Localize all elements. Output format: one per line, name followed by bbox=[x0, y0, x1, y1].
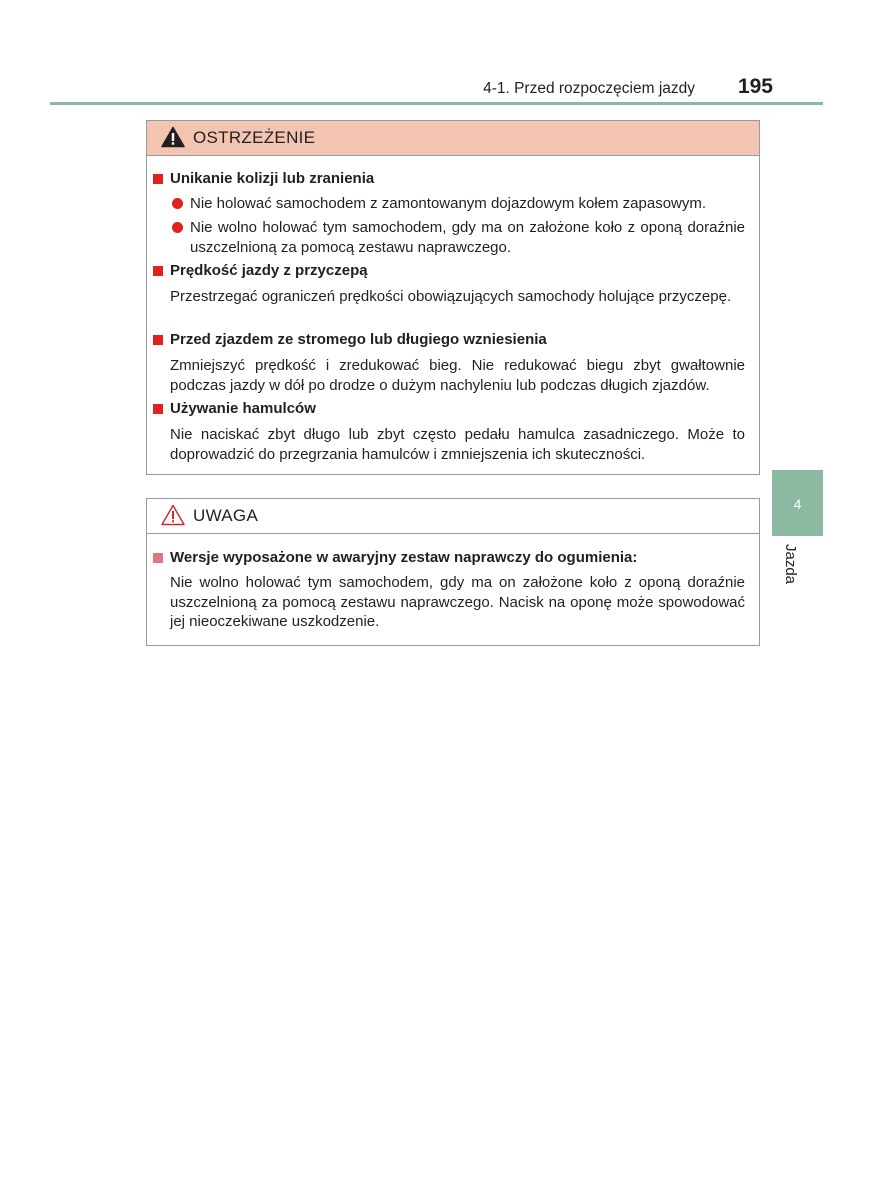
section-heading: Prędkość jazdy z przyczepą bbox=[170, 262, 368, 279]
red-square-icon bbox=[153, 174, 163, 184]
notice-header bbox=[147, 499, 759, 534]
chapter-tab bbox=[772, 470, 823, 536]
page-number: 195 bbox=[737, 75, 773, 98]
bullet-text: Nie holować samochodem z zamontowanym dojazdowym kołem zapasowym. bbox=[190, 195, 707, 212]
red-dot-icon bbox=[172, 198, 183, 209]
section-title: 4-1. Przed rozpoczęciem jazdy bbox=[483, 80, 695, 97]
warning-header bbox=[147, 121, 759, 156]
notice-title: UWAGA bbox=[193, 506, 259, 525]
header-rule bbox=[50, 102, 823, 105]
red-dot-icon bbox=[172, 222, 183, 233]
caution-triangle-icon bbox=[161, 504, 185, 526]
section-heading: Używanie hamulców bbox=[170, 400, 316, 417]
red-square-icon bbox=[153, 266, 163, 276]
section-text: Nie wolno holować tym samochodem, gdy ma on założone koło z oponą doraźnie uszczelnioną za pomocą zestawu naprawczego. Nacisk na oponę może spowodować jej nieoczekiwane uszkodzenie. bbox=[170, 574, 745, 630]
warning-title: OSTRZEŻENIE bbox=[193, 128, 316, 147]
red-square-icon bbox=[153, 404, 163, 414]
chapter-label: Jazda bbox=[782, 544, 799, 585]
warning-box bbox=[146, 120, 760, 475]
chapter-number: 4 bbox=[793, 496, 802, 512]
section-text: Nie naciskać zbyt długo lub zbyt często pedału hamulca zasadniczego. Może to doprowadzić do przegrzania hamulców i zmniejszenia ich skuteczności. bbox=[170, 426, 745, 463]
warning-triangle-icon bbox=[161, 126, 185, 148]
section-text: Przestrzegać ograniczeń prędkości obowiązujących samochody holujące przyczepę. bbox=[170, 288, 732, 305]
section-heading: Przed zjazdem ze stromego lub długiego wzniesienia bbox=[170, 331, 547, 348]
bullet-text: Nie wolno holować tym samochodem, gdy ma on założone koło z oponą doraźnie uszczelnioną za pomocą zestawu naprawczego. bbox=[190, 219, 745, 256]
pink-square-icon bbox=[153, 553, 163, 563]
notice-box bbox=[146, 498, 760, 646]
section-heading: Wersje wyposażone w awaryjny zestaw naprawczy do ogumienia: bbox=[170, 549, 638, 566]
section-heading: Unikanie kolizji lub zranienia bbox=[170, 170, 375, 187]
red-square-icon bbox=[153, 335, 163, 345]
section-text: Zmniejszyć prędkość i zredukować bieg. Nie redukować biegu zbyt gwałtownie podczas jazdy w dół po drodze o dużym nachyleniu lub podczas długich zjazdów. bbox=[170, 357, 745, 394]
